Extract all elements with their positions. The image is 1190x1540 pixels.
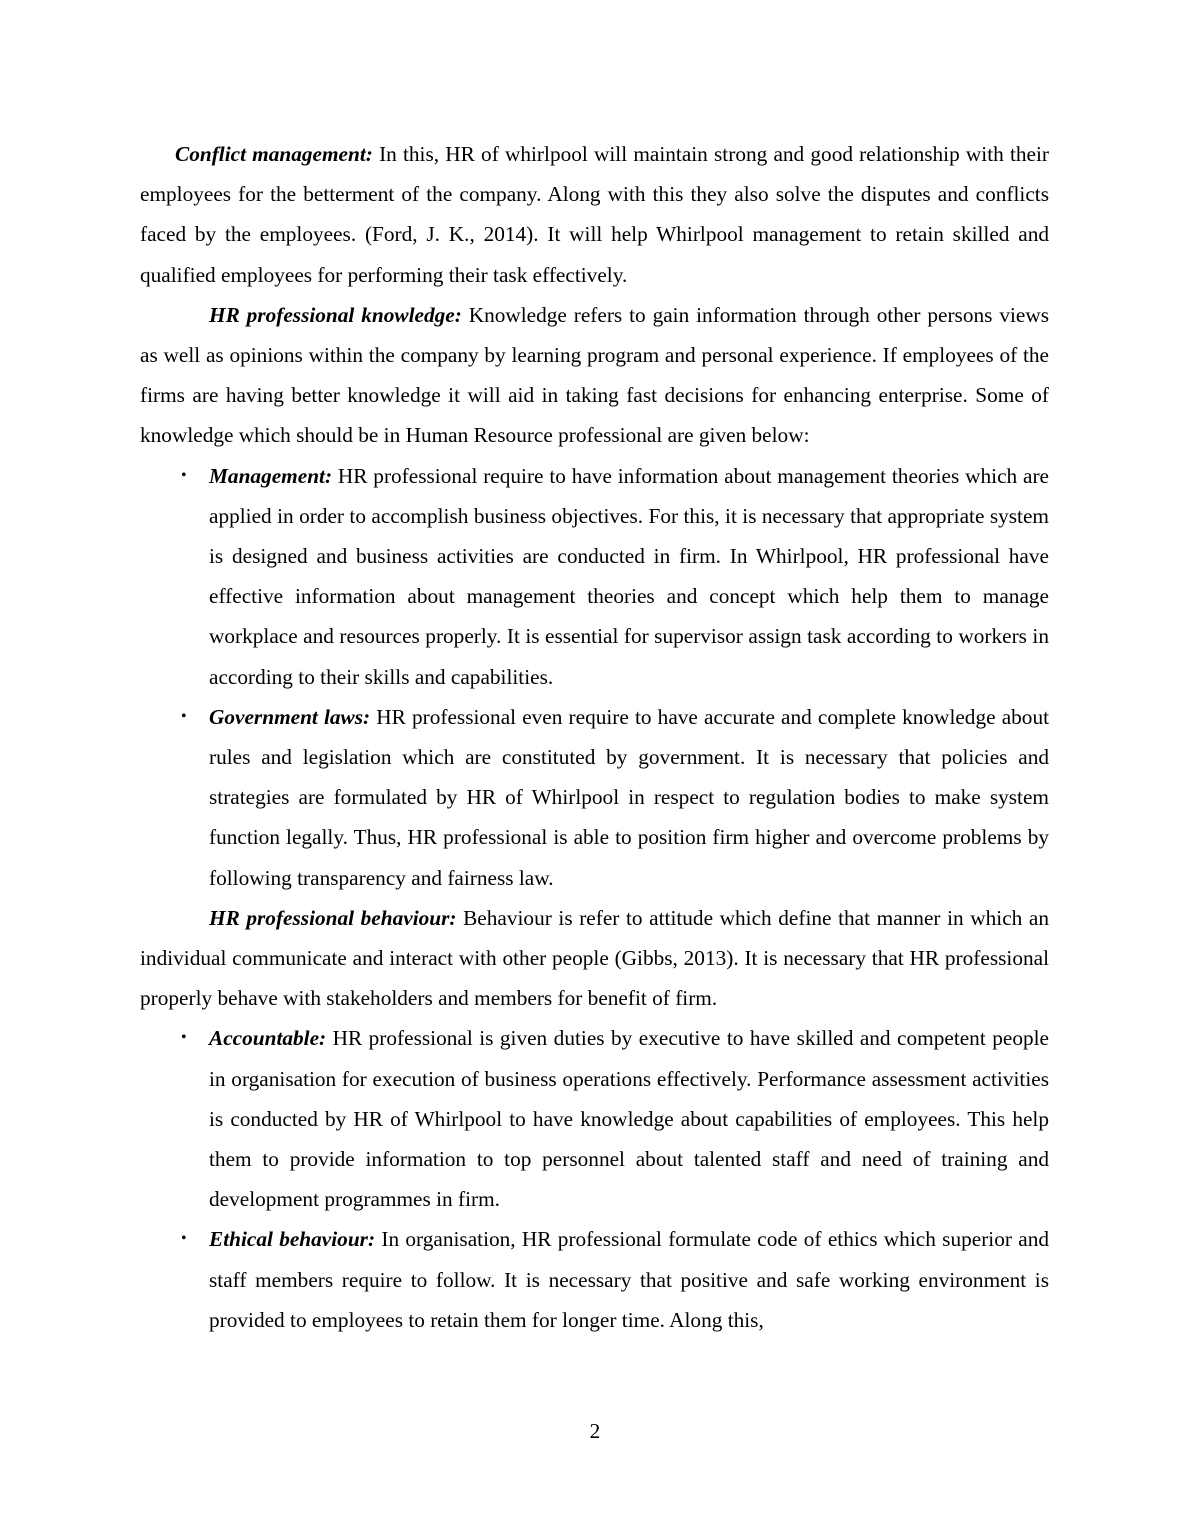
- list-item-heading: Management:: [209, 463, 333, 488]
- page-number: 2: [589, 1419, 601, 1443]
- behaviour-bullet-list: [140, 1018, 1049, 1340]
- bullet-icon: •: [181, 1230, 187, 1248]
- paragraph-heading: Conflict management:: [175, 142, 373, 166]
- paragraph-heading: HR professional knowledge:: [209, 302, 462, 327]
- paragraph-hr-knowledge: [140, 295, 1049, 456]
- list-item-text: In organisation, HR professional formulate code of ethics which superior and staff members require to follow. It is necessary that positive and safe working environment is provided to employees to retain them for longer time. Along this,: [209, 1227, 1049, 1332]
- list-item-text: HR professional even require to have accurate and complete knowledge about rules and legislation which are constituted by government. It is necessary that policies and strategies are formulated by HR of Whirlpool in respect to regulation bodies to make system function legally. Thus, HR professional is able to position firm higher and overcome problems by following transparency and fairness law.: [209, 704, 1050, 890]
- bullet-icon: •: [181, 707, 187, 725]
- paragraph-conflict-management: [140, 134, 1049, 295]
- bullet-icon: •: [181, 1029, 187, 1047]
- paragraph-hr-behaviour: [140, 898, 1049, 1019]
- list-item-text: HR professional is given duties by executive to have skilled and competent people in organisation for execution of business operations effectively. Performance assessment activities is conducted by HR of Whirlpool to have knowledge about capabilities of employees. This help them to provide information to top personnel about talented staff and need of training and development programmes in firm.: [209, 1026, 1049, 1212]
- list-item-text: HR professional require to have information about management theories which are applied in order to accomplish business objectives. For this, it is necessary that appropriate system is designed and business activities are conducted in firm. In Whirlpool, HR professional have effective information about management theories and concept which help them to manage workplace and resources properly. It is essential for supervisor assign task according to workers in according to their skills and capabilities.: [209, 463, 1049, 689]
- knowledge-bullet-list: [140, 456, 1049, 898]
- list-item-ethical-behaviour: [181, 1219, 1049, 1340]
- list-item-heading: Government laws:: [209, 704, 371, 729]
- paragraph-text: Behaviour is refer to attitude which define that manner in which an individual communicate and interact with other people (Gibbs, 2013). It is necessary that HR professional properly behave with stakeholders and members for benefit of firm.: [140, 905, 1049, 1011]
- list-item-management: [181, 456, 1049, 697]
- list-item-heading: Accountable:: [209, 1026, 327, 1051]
- bullet-icon: •: [181, 466, 187, 484]
- paragraph-heading: HR professional behaviour:: [209, 905, 457, 930]
- paragraph-text: Knowledge refers to gain information through other persons views as well as opinions within the company by learning program and personal experience. If employees of the firms are having better knowledge it will aid in taking fast decisions for enhancing enterprise. Some of knowledge which should be in Human Resource professional are given below:: [140, 302, 1050, 448]
- list-item-heading: Ethical behaviour:: [209, 1227, 376, 1252]
- page-body: [140, 134, 1049, 1340]
- list-item-government-laws: [181, 697, 1050, 898]
- paragraph-text: In this, HR of whirlpool will maintain strong and good relationship with their employees for the betterment of the company. Along with this they also solve the disputes and conflicts faced by the employees. (Ford, J. K., 2014). It will help Whirlpool management to retain skilled and qualified employees for performing their task effectively.: [140, 142, 1049, 287]
- list-item-accountable: [181, 1018, 1049, 1219]
